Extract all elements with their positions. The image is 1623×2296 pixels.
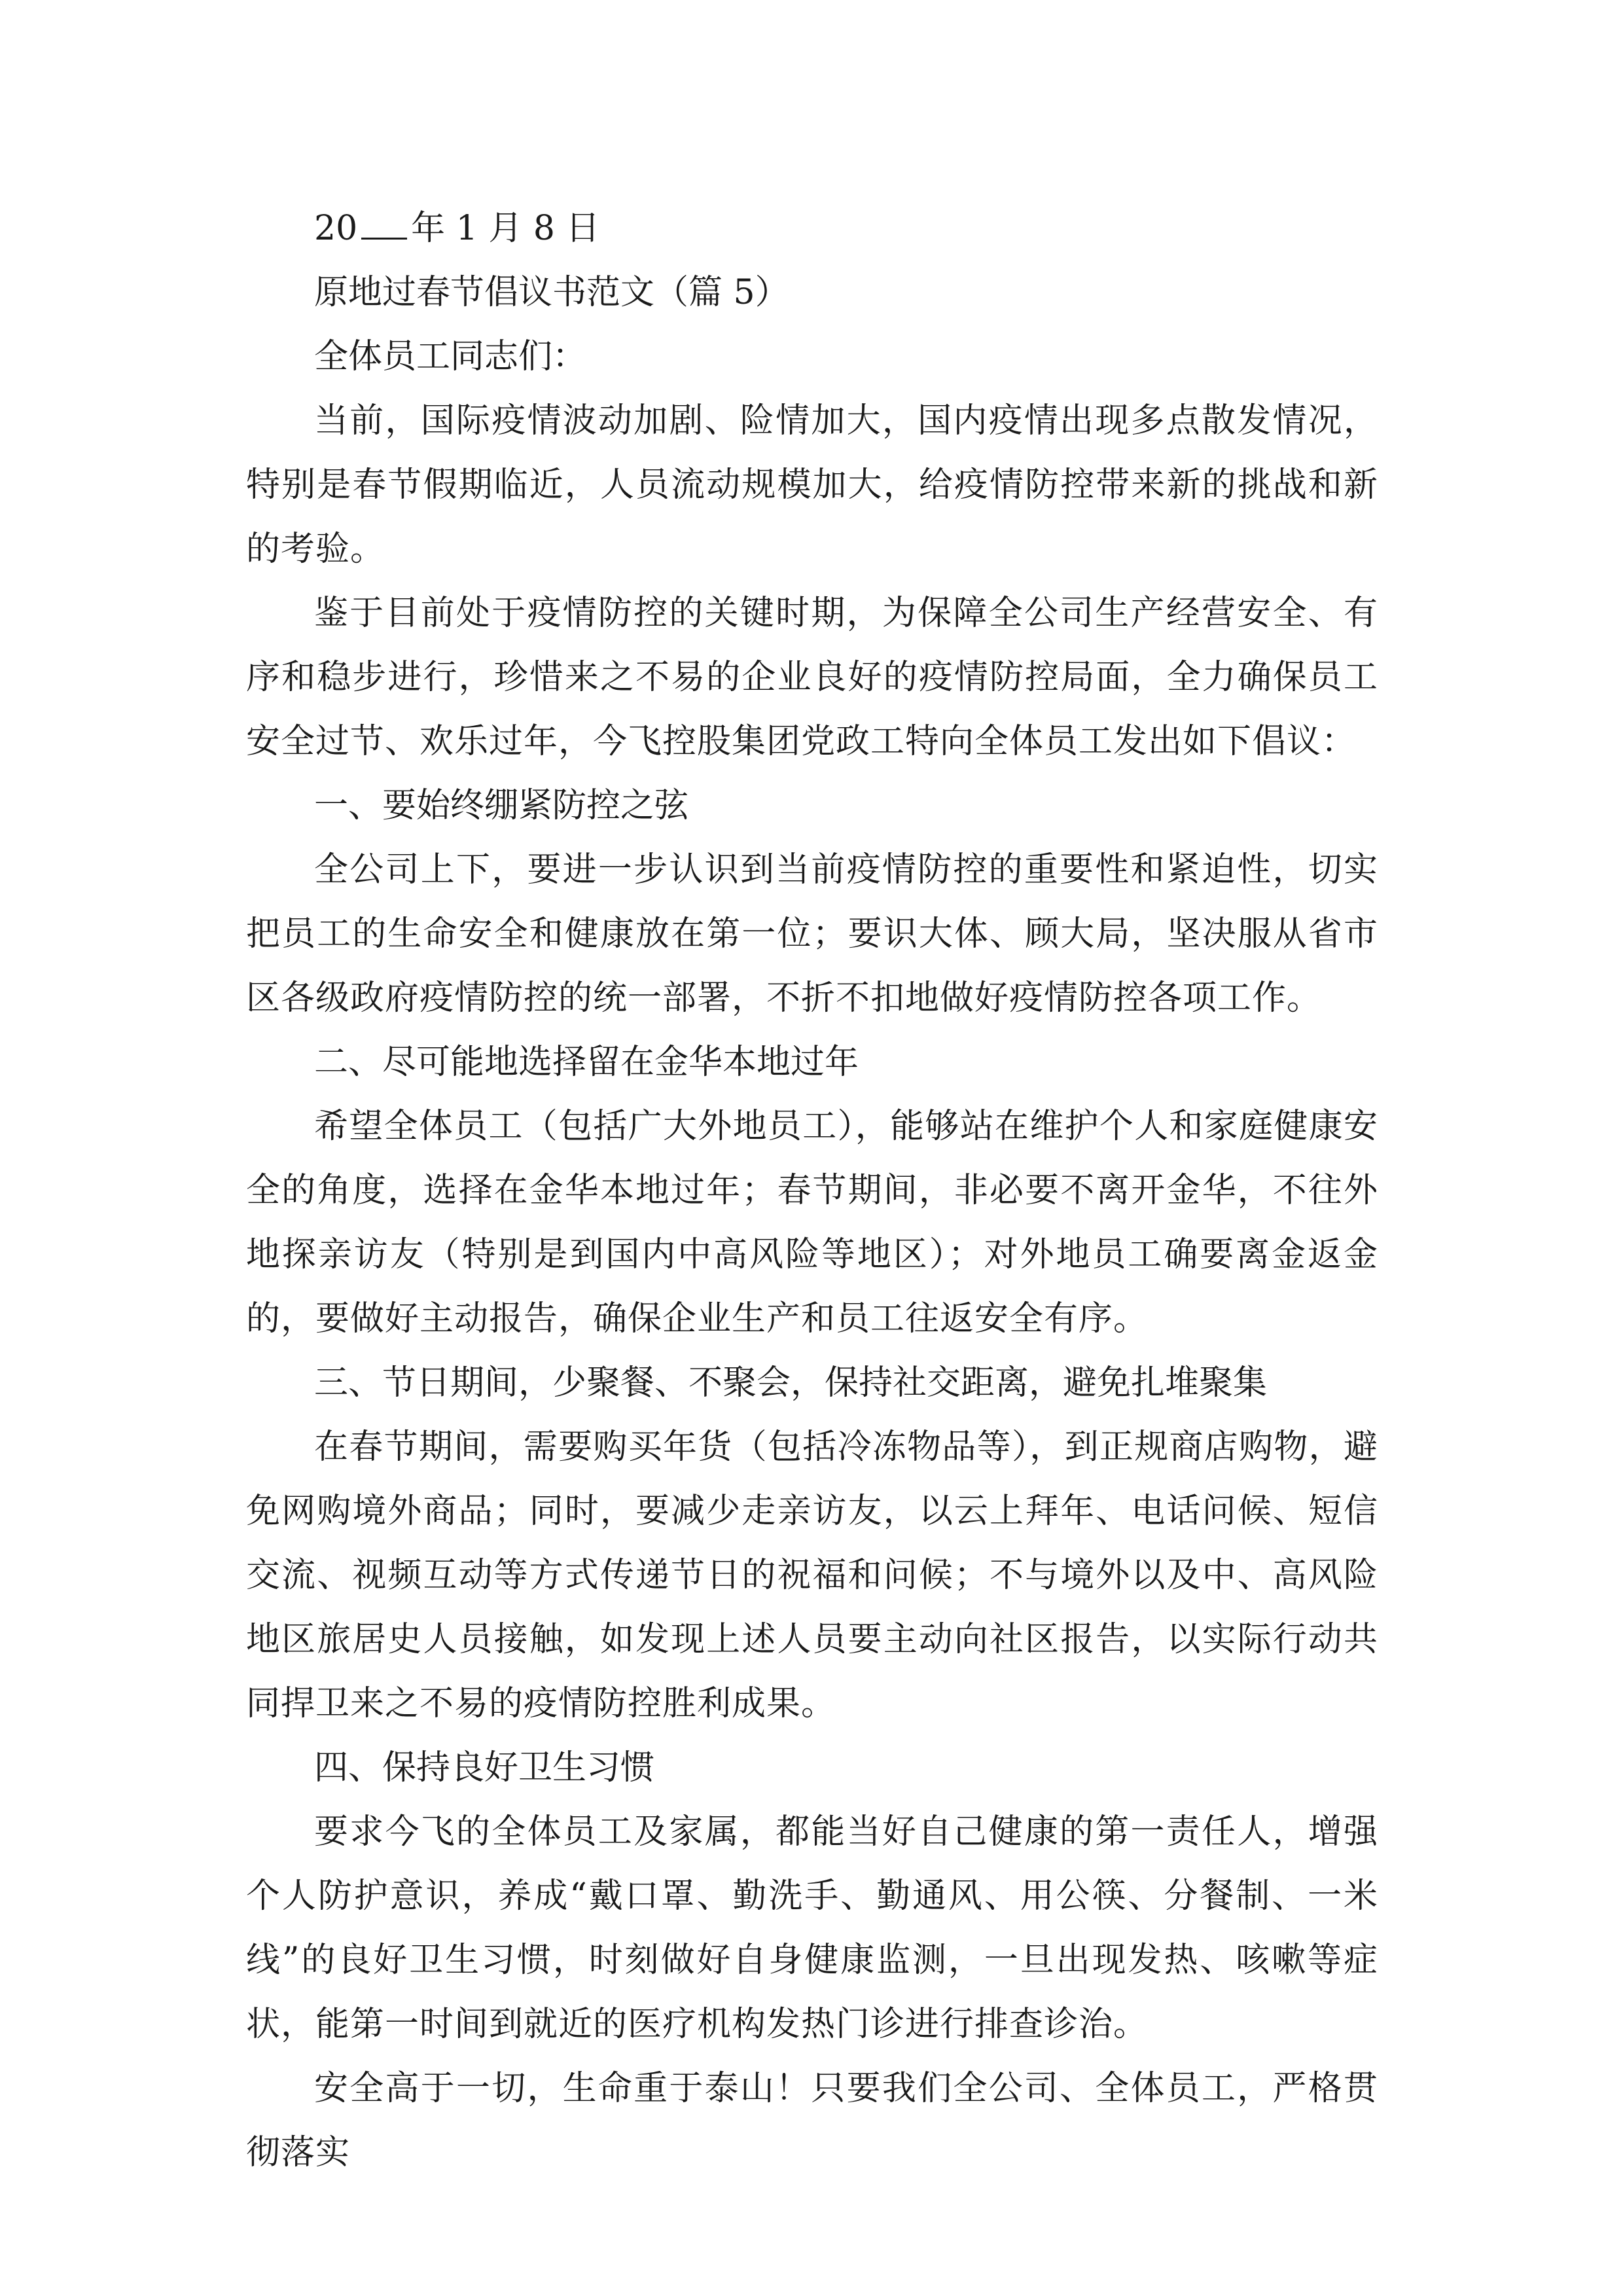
section-heading-3: 三、节日期间，少聚餐、不聚会，保持社交距离，避免扎堆聚集 (314, 1363, 1268, 1403)
intro-paragraph-2: 鉴于目前处于疫情防控的关键时期，为保障全公司生产经营安全、有序和稳步进行，珍惜来之不易的企业良好的疫情防控局面，全力确保员工安全过节、欢乐过年，今飞控股集团党政工特向全体员工发出如下倡议： (246, 594, 1378, 761)
section-heading-4: 四、保持良好卫生习惯 (314, 1748, 655, 1787)
date-year-prefix: 20 (314, 209, 358, 248)
section-body-4: 要求今飞的全体员工及家属，都能当好自己健康的第一责任人，增强个人防护意识，养成“戴口罩、勤洗手、勤通风、用公筷、分餐制、一米线”的良好卫生习惯，时刻做好自身健康监测，一旦出现发热、咳嗽等症状，能第一时间到就近的医疗机构发热门诊进行排查诊治。 (246, 1812, 1378, 2044)
section-body-2: 希望全体员工（包括广大外地员工），能够站在维护个人和家庭健康安全的角度，选择在金华本地过年；春节期间，非必要不离开金华，不往外地探亲访友（特别是到国内中高风险等地区）；对外地员工确要离金返金的，要做好主动报告，确保企业生产和员工往返安全有序。 (246, 1107, 1378, 1338)
section-body-1: 全公司上下，要进一步认识到当前疫情防控的重要性和紧迫性，切实把员工的生命安全和健康放在第一位；要识大体、顾大局，坚决服从省市区各级政府疫情防控的统一部署，不折不扣地做好疫情防控各项工作。 (246, 850, 1378, 1018)
section-heading-2: 二、尽可能地选择留在金华本地过年 (314, 1043, 859, 1082)
document-title: 原地过春节倡议书范文（篇 5） (314, 273, 789, 312)
document-page (246, 196, 1378, 2185)
date-line (246, 196, 1378, 260)
salutation: 全体员工同志们： (314, 337, 587, 376)
section-body-3: 在春节期间，需要购买年货（包括冷冻物品等），到正规商店购物，避免网购境外商品；同时，要减少走亲访友，以云上拜年、电话问候、短信交流、视频互动等方式传递节日的祝福和问候；不与境外以及中、高风险地区旅居史人员接触，如发现上述人员要主动向社区报告，以实际行动共同捍卫来之不易的疫情防控胜利成果。 (246, 1427, 1378, 1723)
closing-paragraph: 安全高于一切，生命重于泰山！只要我们全公司、全体员工，严格贯彻落实 (246, 2069, 1378, 2172)
date-blank-underline (361, 209, 407, 240)
date-rest: 年 1 月 8 日 (411, 209, 600, 248)
section-heading-1: 一、要始终绷紧防控之弦 (314, 786, 689, 825)
intro-paragraph-1: 当前，国际疫情波动加剧、险情加大，国内疫情出现多点散发情况，特别是春节假期临近，人员流动规模加大，给疫情防控带来新的挑战和新的考验。 (246, 401, 1378, 569)
